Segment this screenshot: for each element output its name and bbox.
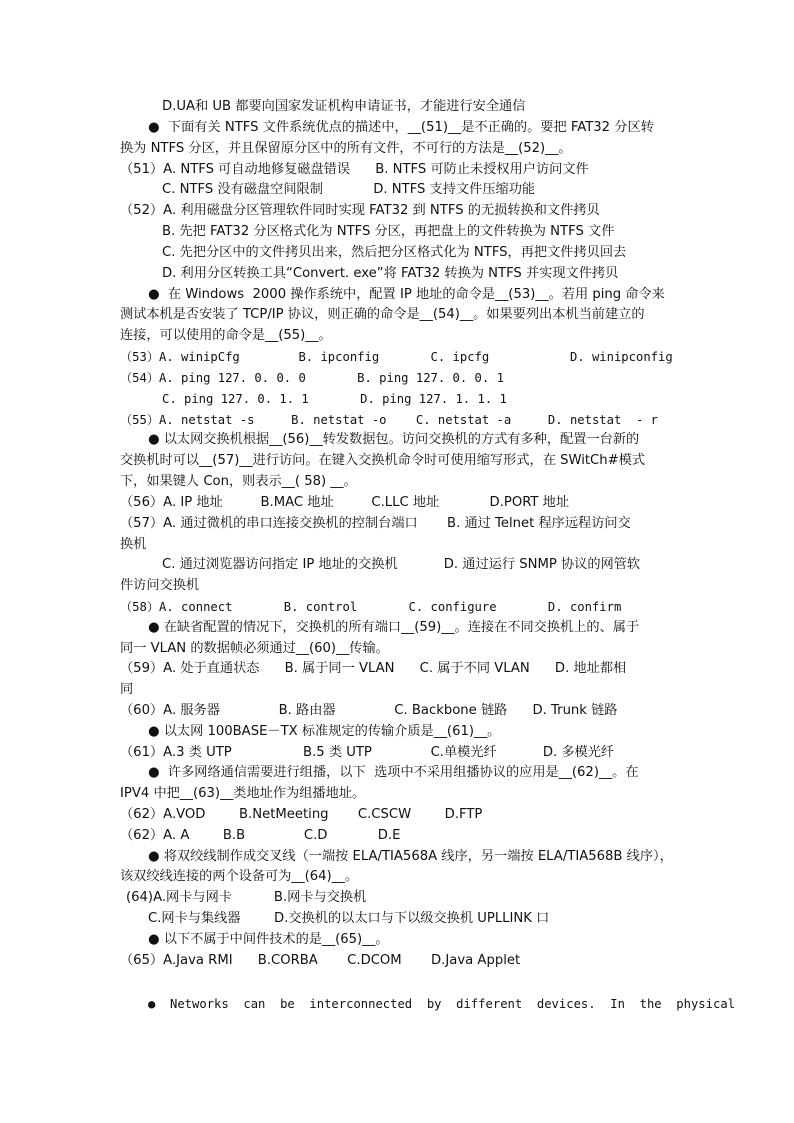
options-59: （59）A. 处于直通状态 B. 属于同一 VLAN C. 属于不同 VLAN D. 地址都相 (120, 661, 627, 676)
question-65-stem: ● 以下不属于中间件技术的是__(65)__。 (148, 932, 389, 947)
text-line-12: 连接，可以使用的命令是__(55)__。 (120, 328, 332, 343)
options-58: （58）A. connect B. control C. configure D. confirm (120, 600, 622, 614)
options-64-cd: C.网卡与集线器 D.交换机的以太口与下以级交换机 UPLLINK 口 (148, 911, 550, 926)
options-61: （61）A.3 类 UTP B.5 类 UTP C.单模光纤 D. 多模光纤 (120, 745, 615, 760)
question-59-60-stem: ● 在缺省配置的情况下，交换机的所有端口__(59)__。连接在不同交换机上的、属于 (148, 620, 640, 635)
options-55: （55）A. netstat -s B. netstat -o C. netstat -a D. netstat - r (120, 413, 658, 427)
options-64-ab: (64)A.网卡与网卡 B.网卡与交换机 (126, 890, 367, 905)
options-60: （60）A. 服务器 B. 路由器 C. Backbone 链路 D. Trunk 链路 (120, 703, 618, 718)
question-53-55-stem: ● 在 Windows 2000 操作系统中，配置 IP 地址的命令是__(53)__。若用 ping 命令来 (148, 287, 665, 302)
options-54-cd: C. ping 127. 0. 1. 1 D. ping 127. 1. 1. 1 (162, 392, 507, 406)
options-51-cd: C. NTFS 没有磁盘空间限制 D. NTFS 支持文件压缩功能 (162, 182, 536, 197)
options-57-ab-wrap: 换机 (120, 537, 147, 552)
options-53: （53）A. winipCfg B. ipconfig C. ipcfg D. winipconfig (120, 350, 673, 364)
question-64-stem: ● 将双绞线制作成交叉线（一端按 ELA/TIA568A 线序，另一端按 ELA/TIA568B 线序）， (148, 849, 673, 864)
question-51-52-stem: ● 下面有关 NTFS 文件系统优点的描述中，__(51)__是不正确的。要把 FAT32 分区转 (148, 120, 654, 135)
options-59-wrap: 同 (120, 682, 134, 697)
options-56: （56）A. IP 地址 B.MAC 地址 C.LLC 地址 D.PORT 地址 (120, 495, 570, 510)
question-61-stem: ● 以太网 100BASE－TX 标准规定的传输介质是__(61)__。 (148, 724, 501, 739)
option-52-d: D. 利用分区转换工具“Convert. exe”将 FAT32 转换为 NTFS 并实现文件拷贝 (162, 266, 619, 281)
text-line-18: 交换机时可以__(57)__进行访问。在键入交换机命令时可使用缩写形式，在 SWitCh#模式 (120, 453, 646, 468)
options-57-ab: （57）A. 通过微机的串口连接交换机的控制台端口 B. 通过 Telnet 程序远程访问交 (120, 516, 631, 531)
option-52-c: C. 先把分区中的文件拷贝出来，然后把分区格式化为 NTFS，再把文件拷贝回去 (162, 245, 627, 260)
question-56-58-stem: ● 以太网交换机根据__(56)__转发数据包。访问交换机的方式有多种，配置一台新的 (148, 432, 640, 447)
options-57-cd-wrap: 件访问交换机 (120, 578, 200, 593)
text-line-38: 该双绞线连接的两个设备可为__(64)__。 (120, 869, 359, 884)
text-line-01: D.UA和 UB 都要向国家发证机构申请证书，才能进行安全通信 (162, 99, 526, 114)
text-line-11: 测试本机是否安装了 TCP/IP 协议，则正确的命令是__(54)__。如果要列出本机当前建立的 (120, 307, 645, 322)
question-62-63-stem: ● 许多网络通信需要进行组播，以下 选项中不采用组播协议的应用是__(62)__。在 (148, 765, 639, 780)
options-57-cd: C. 通过浏览器访问指定 IP 地址的交换机 D. 通过运行 SNMP 协议的网管软 (162, 557, 641, 572)
text-line-27: 同一 VLAN 的数据帧必须通过__(60)__传输。 (120, 641, 389, 656)
options-65: （65）A.Java RMI B.CORBA C.DCOM D.Java Applet (120, 953, 521, 968)
text-line-34: IPV4 中把__(63)__类地址作为组播地址。 (120, 786, 366, 801)
english-passage-start: ● Networks can be interconnected by different devices. In the physical (148, 997, 735, 1011)
options-63: （62）A. A B.B C.D D.E (120, 828, 401, 843)
option-52-a: （52）A. 利用磁盘分区管理软件同时实现 FAT32 到 NTFS 的无损转换和文件拷贝 (120, 203, 600, 218)
text-line-19: 下，如果键人 Con，则表示__( 58) __。 (120, 474, 357, 489)
options-54-ab: （54）A. ping 127. 0. 0. 0 B. ping 127. 0. 0. 1 (120, 371, 504, 385)
option-52-b: B. 先把 FAT32 分区格式化为 NTFS 分区，再把盘上的文件转换为 NTFS 文件 (162, 224, 615, 239)
text-line-03: 换为 NTFS 分区，并且保留原分区中的所有文件，不可行的方法是__(52)__。 (120, 141, 572, 156)
options-62: （62）A.VOD B.NetMeeting C.CSCW D.FTP (120, 807, 483, 822)
options-51-ab: （51）A. NTFS 可自动地修复磁盘错误 B. NTFS 可防止未授权用户访问文件 (120, 162, 589, 177)
